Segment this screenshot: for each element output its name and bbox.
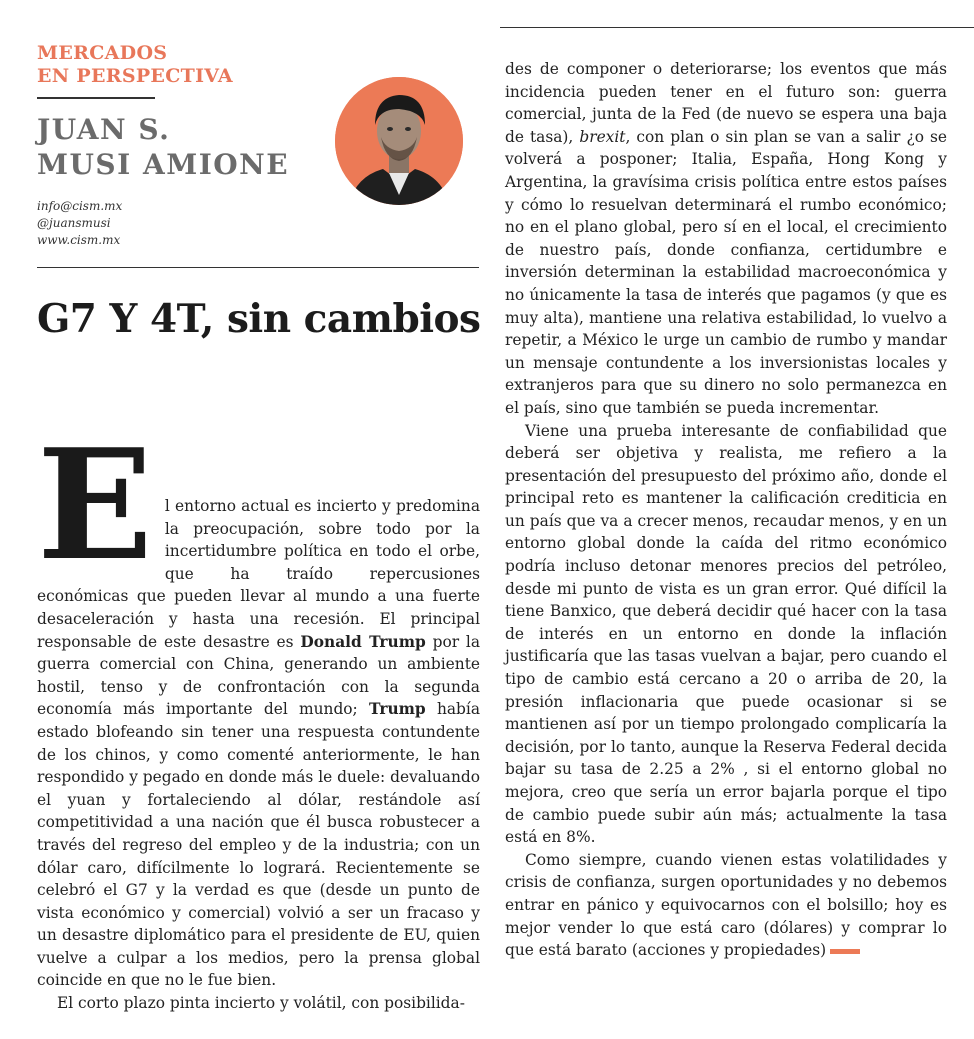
paragraph-1-text-mid: por la guerra comercial con China, generando un ambiente hostil, tenso y de confrontación con la segunda economía más importante del mundo;: [37, 632, 481, 719]
author-name: [37, 112, 289, 182]
paragraph-4-text: Como siempre, cuando vienen estas volatilidades y crisis de confianza, surgen oportunidades y no debemos entrar en pánico y equivocarnos con el bolsillo; hoy es mejor vender lo que está caro (dólares) y comprar lo que está barato (acciones y propiedades): [505, 850, 947, 960]
paragraph-2-text-a: des de componer o deteriorarse; los eventos que más incidencia pueden tener en el futuro son: guerra comercial, junta de la Fed (de nuevo se espera una baja de tasa),: [505, 60, 947, 146]
section-label-line2: EN PERSPECTIVA: [37, 65, 233, 87]
author-contact: [37, 198, 122, 249]
end-of-article-mark: [830, 949, 860, 954]
bold-name-donald-trump: Donald Trump: [300, 632, 426, 651]
paragraph-1-text-start: l entorno actual es incierto y predomina la preocupación, sobre todo por la incertidumbre política en todo el orbe, que ha traído repercusiones económicas que pueden llevar al mundo a una fuerte desaceleración y hasta una recesión. El principal responsable de este desastre es: [37, 497, 480, 651]
section-divider: [37, 97, 155, 99]
author-website: www.cism.mx: [37, 233, 121, 247]
drop-cap: E: [37, 415, 153, 594]
article-paragraph-4: [505, 849, 947, 962]
bold-name-trump: Trump: [369, 700, 426, 719]
paragraph-1-text-end: había estado blofeando sin tener una respuesta contundente de los chinos, y como comenté anteriormente, le han respondido y pegado en donde más le duele: devaluando el yuan y fortaleciendo al dólar, restándole así competitividad a una nación que él busca robustecer a través del regreso del empleo y de la industria; con un dólar caro, difícilmente lo logrará. Recientemente se celebró el G7 y la verdad es que (desde un punto de vista económico y comercial) volvió a ser un fracaso y un desastre diplomático para el presidente de EU, quien vuelve a culpar a los medios, pero la prensa global coincide en que no le fue bien.: [37, 700, 481, 990]
article-paragraph-2-start: El corto plazo pinta incierto y volátil, con posibilida-: [57, 994, 465, 1013]
author-email: info@cism.mx: [37, 199, 123, 213]
author-handle: @juansmusi: [37, 216, 111, 230]
author-portrait-illustration: [335, 77, 463, 205]
italic-brexit: brexit: [579, 127, 626, 146]
author-name-line1: JUAN S.: [37, 113, 171, 146]
top-rule: [500, 27, 974, 28]
author-name-line2: MUSI AMIONE: [37, 148, 290, 181]
section-label-line1: MERCADOS: [37, 42, 168, 64]
paragraph-2-text-b: , con plan o sin plan se van a salir ¿o se volverá a posponer; Italia, España, Hong Kong y Argentina, la gravísima crisis política entre estos países y cómo lo resuelvan determinará el rumbo económico; no en el plano global, pero sí en el local, el crecimiento de nuestro país, donde confianza, certidumbre e inversión determinan la estabilidad macroeconómica y no únicamente la tasa de interés que pagamos (y que es muy alta), mantiene una relativa estabilidad, lo vuelvo a repetir, a México le urge un cambio de rumbo y mandar un mensaje contundente a los inversionistas locales y extranjeros para que su dinero no solo permanezca en el país, sino que también se pueda incrementar.: [505, 127, 947, 417]
section-label: [37, 42, 233, 88]
article-headline: G7 Y 4T, sin cambios: [37, 296, 481, 342]
header-divider: [37, 267, 479, 268]
article-paragraph-1: [37, 415, 481, 992]
article-paragraph-2-continued: [505, 58, 947, 420]
article-paragraph-3: Viene una prueba interesante de confiabilidad que deberá ser objetiva y realista, me refiero a la presentación del presupuesto del próximo año, donde el principal reto es mantener la calificación crediticia en un país que va a crecer menos, recaudar menos, y en un entorno global donde la caída del ritmo económico podría incluso detonar menores precios del petróleo, desde mi punto de vista es un gran error. Qué difícil la tiene Banxico, que deberá decidir qué hacer con la tasa de interés en un entorno en donde la inflación justificaría que las tasas vuelvan a bajar, pero cuando el tipo de cambio está cercano a 20 o arriba de 20, la presión inflacionaria que puede ocasionar si se mantienen así por un tiempo prolongado complicaría la decisión, por lo tanto, aunque la Reserva Federal decida bajar su tasa de 2.25 a 2% , si el entorno global no mejora, creo que sería un error bajarla porque el tipo de cambio puede subir aún más; actualmente la tasa está en 8%.: [505, 421, 947, 847]
article-column-left: [37, 415, 481, 1015]
article-column-right: [505, 58, 947, 962]
author-photo: [335, 77, 463, 205]
